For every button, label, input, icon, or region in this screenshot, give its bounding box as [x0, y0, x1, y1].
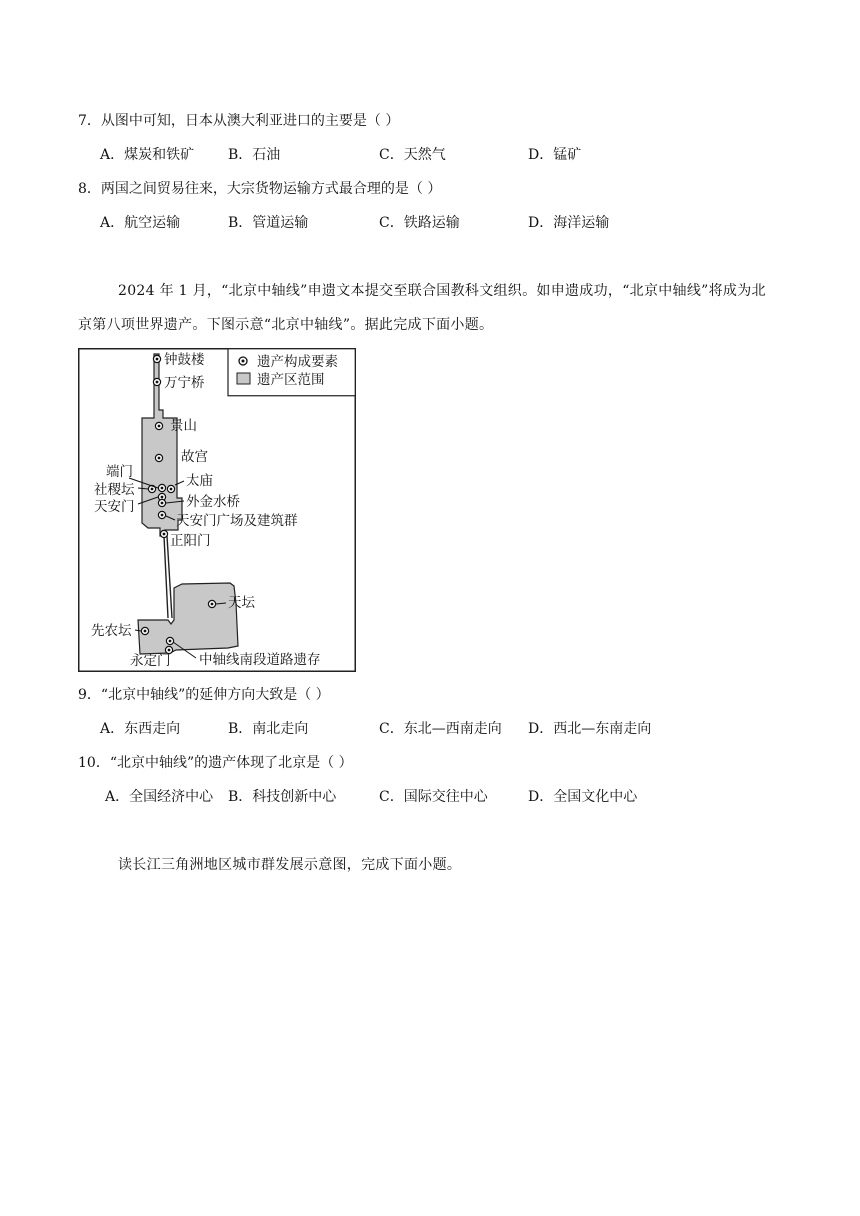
question-9-stem: 9．“北京中轴线”的延伸方向大致是（ ）: [78, 687, 330, 703]
site-label-wanningqiao: 万宁桥: [164, 375, 205, 391]
site-label-tiananmen-square: 天安门广场及建筑群: [176, 513, 298, 529]
question-7-stem: 7．从图中可知，日本从澳大利亚进口的主要是（ ）: [78, 113, 400, 129]
passage-line-1: 2024 年 1 月，“北京中轴线”申遗文本提交至联合国教科文组织。如申遗成功，“北京中轴线”将成为北: [118, 283, 766, 299]
q10-option-c: C．国际交往中心: [379, 789, 488, 805]
q9-option-b: B．南北走向: [228, 721, 309, 737]
q10-option-a: A．全国经济中心: [105, 789, 214, 805]
site-label-shejitan: 社稷坛: [94, 482, 135, 498]
q8-option-a: A．航空运输: [100, 215, 181, 231]
site-label-south-road-remains: 中轴线南段道路遗存: [199, 652, 321, 668]
site-label-tiantan: 天坛: [228, 595, 255, 611]
q8-option-c: C．铁路运输: [379, 215, 460, 231]
q10-option-d: D．全国文化中心: [528, 789, 638, 805]
q7-option-c: C．天然气: [379, 147, 446, 163]
site-label-xiannongtan: 先农坛: [91, 623, 132, 639]
legend-site-label: 遗产构成要素: [257, 354, 338, 370]
q7-option-d: D．锰矿: [528, 147, 582, 163]
site-label-zhengyangmen: 正阳门: [170, 533, 211, 549]
site-label-waijinshuiqiao: 外金水桥: [186, 494, 240, 510]
site-label-jingshan: 景山: [170, 418, 197, 434]
passage-line-2: 京第八项世界遗产。下图示意“北京中轴线”。据此完成下面小题。: [78, 317, 494, 333]
question-10-stem: 10．“北京中轴线”的遗产体现了北京是（ ）: [78, 755, 353, 771]
site-label-gugong: 故宫: [181, 449, 208, 465]
site-label-duanmen: 端门: [106, 464, 133, 480]
q8-option-d: D．海洋运输: [528, 215, 610, 231]
question-8-stem: 8．两国之间贸易往来，大宗货物运输方式最合理的是（ ）: [78, 181, 442, 197]
site-label-tiananmen: 天安门: [94, 499, 135, 515]
q9-option-c: C．东北—西南走向: [379, 721, 502, 737]
site-label-zhonggulou: 钟鼓楼: [164, 352, 205, 368]
q9-option-d: D．西北—东南走向: [528, 721, 652, 737]
q7-option-b: B．石油: [228, 147, 281, 163]
q7-option-a: A．煤炭和铁矿: [100, 147, 195, 163]
next-passage-intro: 读长江三角洲地区城市群发展示意图，完成下面小题。: [118, 857, 462, 873]
beijing-central-axis-map: [78, 348, 356, 672]
site-label-taimiao: 太庙: [186, 473, 213, 489]
q8-option-b: B．管道运输: [228, 215, 309, 231]
legend-region-label: 遗产区范围: [257, 372, 325, 388]
site-label-yongdingmen: 永定门: [130, 653, 171, 669]
q10-option-b: B．科技创新中心: [228, 789, 337, 805]
legend-region-swatch: [237, 373, 250, 384]
q9-option-a: A．东西走向: [100, 721, 181, 737]
